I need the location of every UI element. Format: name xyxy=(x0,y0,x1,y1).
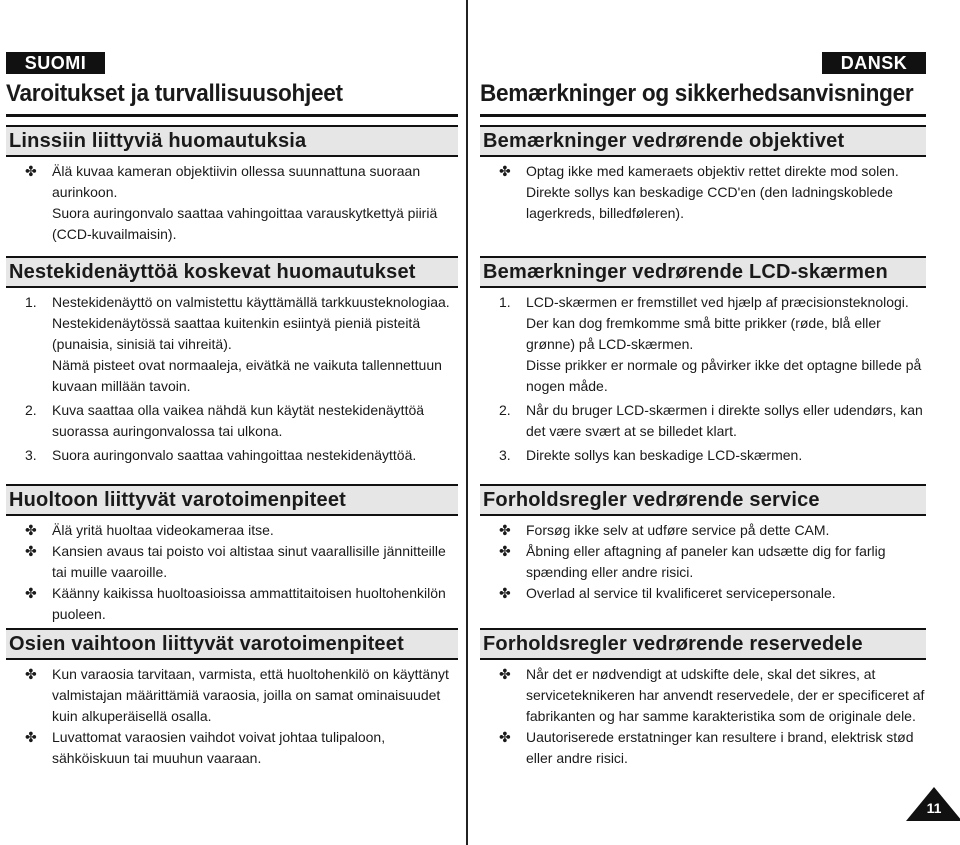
section-heading: Forholdsregler vedrørende service xyxy=(480,484,926,516)
list-item xyxy=(6,541,458,583)
item-text: Forsøg ikke selv at udføre service på dette CAM. xyxy=(526,522,830,538)
section-service xyxy=(6,484,458,625)
section-heading: Bemærkninger vedrørende objektivet xyxy=(480,125,926,157)
list-item xyxy=(480,400,926,442)
bullet-icon: ✤ xyxy=(499,585,511,601)
bullet-icon: ✤ xyxy=(25,585,37,601)
item-text: Nestekidenäyttö on valmistettu käyttämällä tarkkuusteknologiaa. Nestekidenäytössä saattaa kuitenkin esiintyä pieniä pisteitä (punaisia, sinisiä tai vihreitä). xyxy=(52,294,450,352)
list-item xyxy=(480,292,926,397)
section-parts xyxy=(480,628,926,769)
item-text: Kuva saattaa olla vaikea nähdä kun käytät nestekidenäyttöä suorassa auringonvalossa tai ulkona. xyxy=(52,402,425,439)
title-rule xyxy=(480,114,926,117)
list-item xyxy=(6,445,458,466)
bullet-icon: ✤ xyxy=(499,163,511,179)
item-text: Älä kuvaa kameran objektiivin ollessa suunnattuna suoraan aurinkoon. xyxy=(52,163,421,200)
language-badge: SUOMI xyxy=(6,52,105,74)
bullet-icon: ✤ xyxy=(25,666,37,682)
bullet-icon: ✤ xyxy=(499,543,511,559)
column-divider xyxy=(466,0,468,845)
item-text: Käänny kaikissa huoltoasioissa ammattitaitoisen huoltohenkilön puoleen. xyxy=(52,585,446,622)
section-heading: Forholdsregler vedrørende reservedele xyxy=(480,628,926,660)
section-service xyxy=(480,484,926,604)
bullet-icon: ✤ xyxy=(499,522,511,538)
item-number: 2. xyxy=(25,402,37,418)
item-text: Kansien avaus tai poisto voi altistaa sinut vaarallisille jännitteille tai muille vaaroille. xyxy=(52,543,446,580)
list-item xyxy=(6,161,458,245)
section-lcd xyxy=(6,256,458,466)
section-heading: Osien vaihtoon liittyvät varotoimenpiteet xyxy=(6,628,458,660)
list-item xyxy=(6,520,458,541)
list-item xyxy=(480,445,926,466)
bullet-icon: ✤ xyxy=(499,729,511,745)
list-item xyxy=(6,727,458,769)
page-title: Bemærkninger og sikkerhedsanvisninger xyxy=(480,80,914,107)
section-parts xyxy=(6,628,458,769)
item-text: Optag ikke med kameraets objektiv rettet direkte mod solen. Direkte sollys kan beskadige CCD'en (den ladningskoblede lagerkreds, billedføleren). xyxy=(526,163,899,221)
list-item xyxy=(480,727,926,769)
item-text: Direkte sollys kan beskadige LCD-skærmen. xyxy=(526,447,803,463)
section-heading: Nestekidenäyttöä koskevat huomautukset xyxy=(6,256,458,288)
section-lens xyxy=(480,125,926,224)
section-heading: Huoltoon liittyvät varotoimenpiteet xyxy=(6,484,458,516)
list-item xyxy=(480,161,926,224)
page-title: Varoitukset ja turvallisuusohjeet xyxy=(6,80,343,107)
list-item xyxy=(6,400,458,442)
item-text: Nämä pisteet ovat normaaleja, eivätkä ne vaikuta tallennettuun kuvaan millään tavoin. xyxy=(52,357,442,394)
page-number: 11 xyxy=(926,800,942,816)
item-text: Kun varaosia tarvitaan, varmista, että huoltohenkilö on käyttänyt valmistajan määrittämiä varaosia, joilla on samat ominaisuudet kuin alkuperäisellä osalla. xyxy=(52,666,449,724)
list-item xyxy=(6,664,458,727)
bullet-icon: ✤ xyxy=(499,666,511,682)
item-text: Overlad al service til kvalificeret servicepersonale. xyxy=(526,585,836,601)
list-item xyxy=(480,664,926,727)
item-text: Åbning eller aftagning af paneler kan udsætte dig for farlig spænding eller andre risici. xyxy=(526,543,886,580)
list-item xyxy=(480,583,926,604)
item-text: Når det er nødvendigt at udskifte dele, skal det sikres, at serviceteknikeren har anvendt reservedele, der er specificeret af fabrikanten og har samme karakteristika som de originale dele. xyxy=(526,666,925,724)
item-number: 3. xyxy=(25,447,37,463)
section-heading: Linssiin liittyviä huomautuksia xyxy=(6,125,458,157)
language-badge: DANSK xyxy=(822,52,926,74)
list-item xyxy=(6,583,458,625)
section-heading: Bemærkninger vedrørende LCD-skærmen xyxy=(480,256,926,288)
list-item xyxy=(480,520,926,541)
item-number: 3. xyxy=(499,447,511,463)
item-text: LCD-skærmen er fremstillet ved hjælp af præcisionsteknologi. Der kan dog fremkomme små bitte prikker (røde, blå eller grønne) på LCD-skærmen. xyxy=(526,294,909,352)
list-item xyxy=(6,292,458,397)
bullet-icon: ✤ xyxy=(25,543,37,559)
item-text: Älä yritä huoltaa videokameraa itse. xyxy=(52,522,274,538)
section-lcd xyxy=(480,256,926,466)
bullet-icon: ✤ xyxy=(25,163,37,179)
item-text: Luvattomat varaosien vaihdot voivat johtaa tulipaloon, sähköiskuun tai muuhun vaaraan. xyxy=(52,729,386,766)
section-lens xyxy=(6,125,458,245)
item-text: Når du bruger LCD-skærmen i direkte sollys eller udendørs, kan det være svært at se billedet klart. xyxy=(526,402,923,439)
item-text: Suora auringonvalo saattaa vahingoittaa nestekidenäyttöä. xyxy=(52,447,417,463)
item-text: Uautoriserede erstatninger kan resultere i brand, elektrisk stød eller andre risici. xyxy=(526,729,914,766)
bullet-icon: ✤ xyxy=(25,729,37,745)
title-rule xyxy=(6,114,458,117)
item-number: 1. xyxy=(25,294,37,310)
bullet-icon: ✤ xyxy=(25,522,37,538)
item-text: Disse prikker er normale og påvirker ikke det optagne billede på nogen måde. xyxy=(526,357,922,394)
list-item xyxy=(480,541,926,583)
item-text: Suora auringonvalo saattaa vahingoittaa varauskytkettyä piiriä (CCD-kuvailmaisin). xyxy=(52,205,438,242)
item-number: 1. xyxy=(499,294,511,310)
item-number: 2. xyxy=(499,402,511,418)
